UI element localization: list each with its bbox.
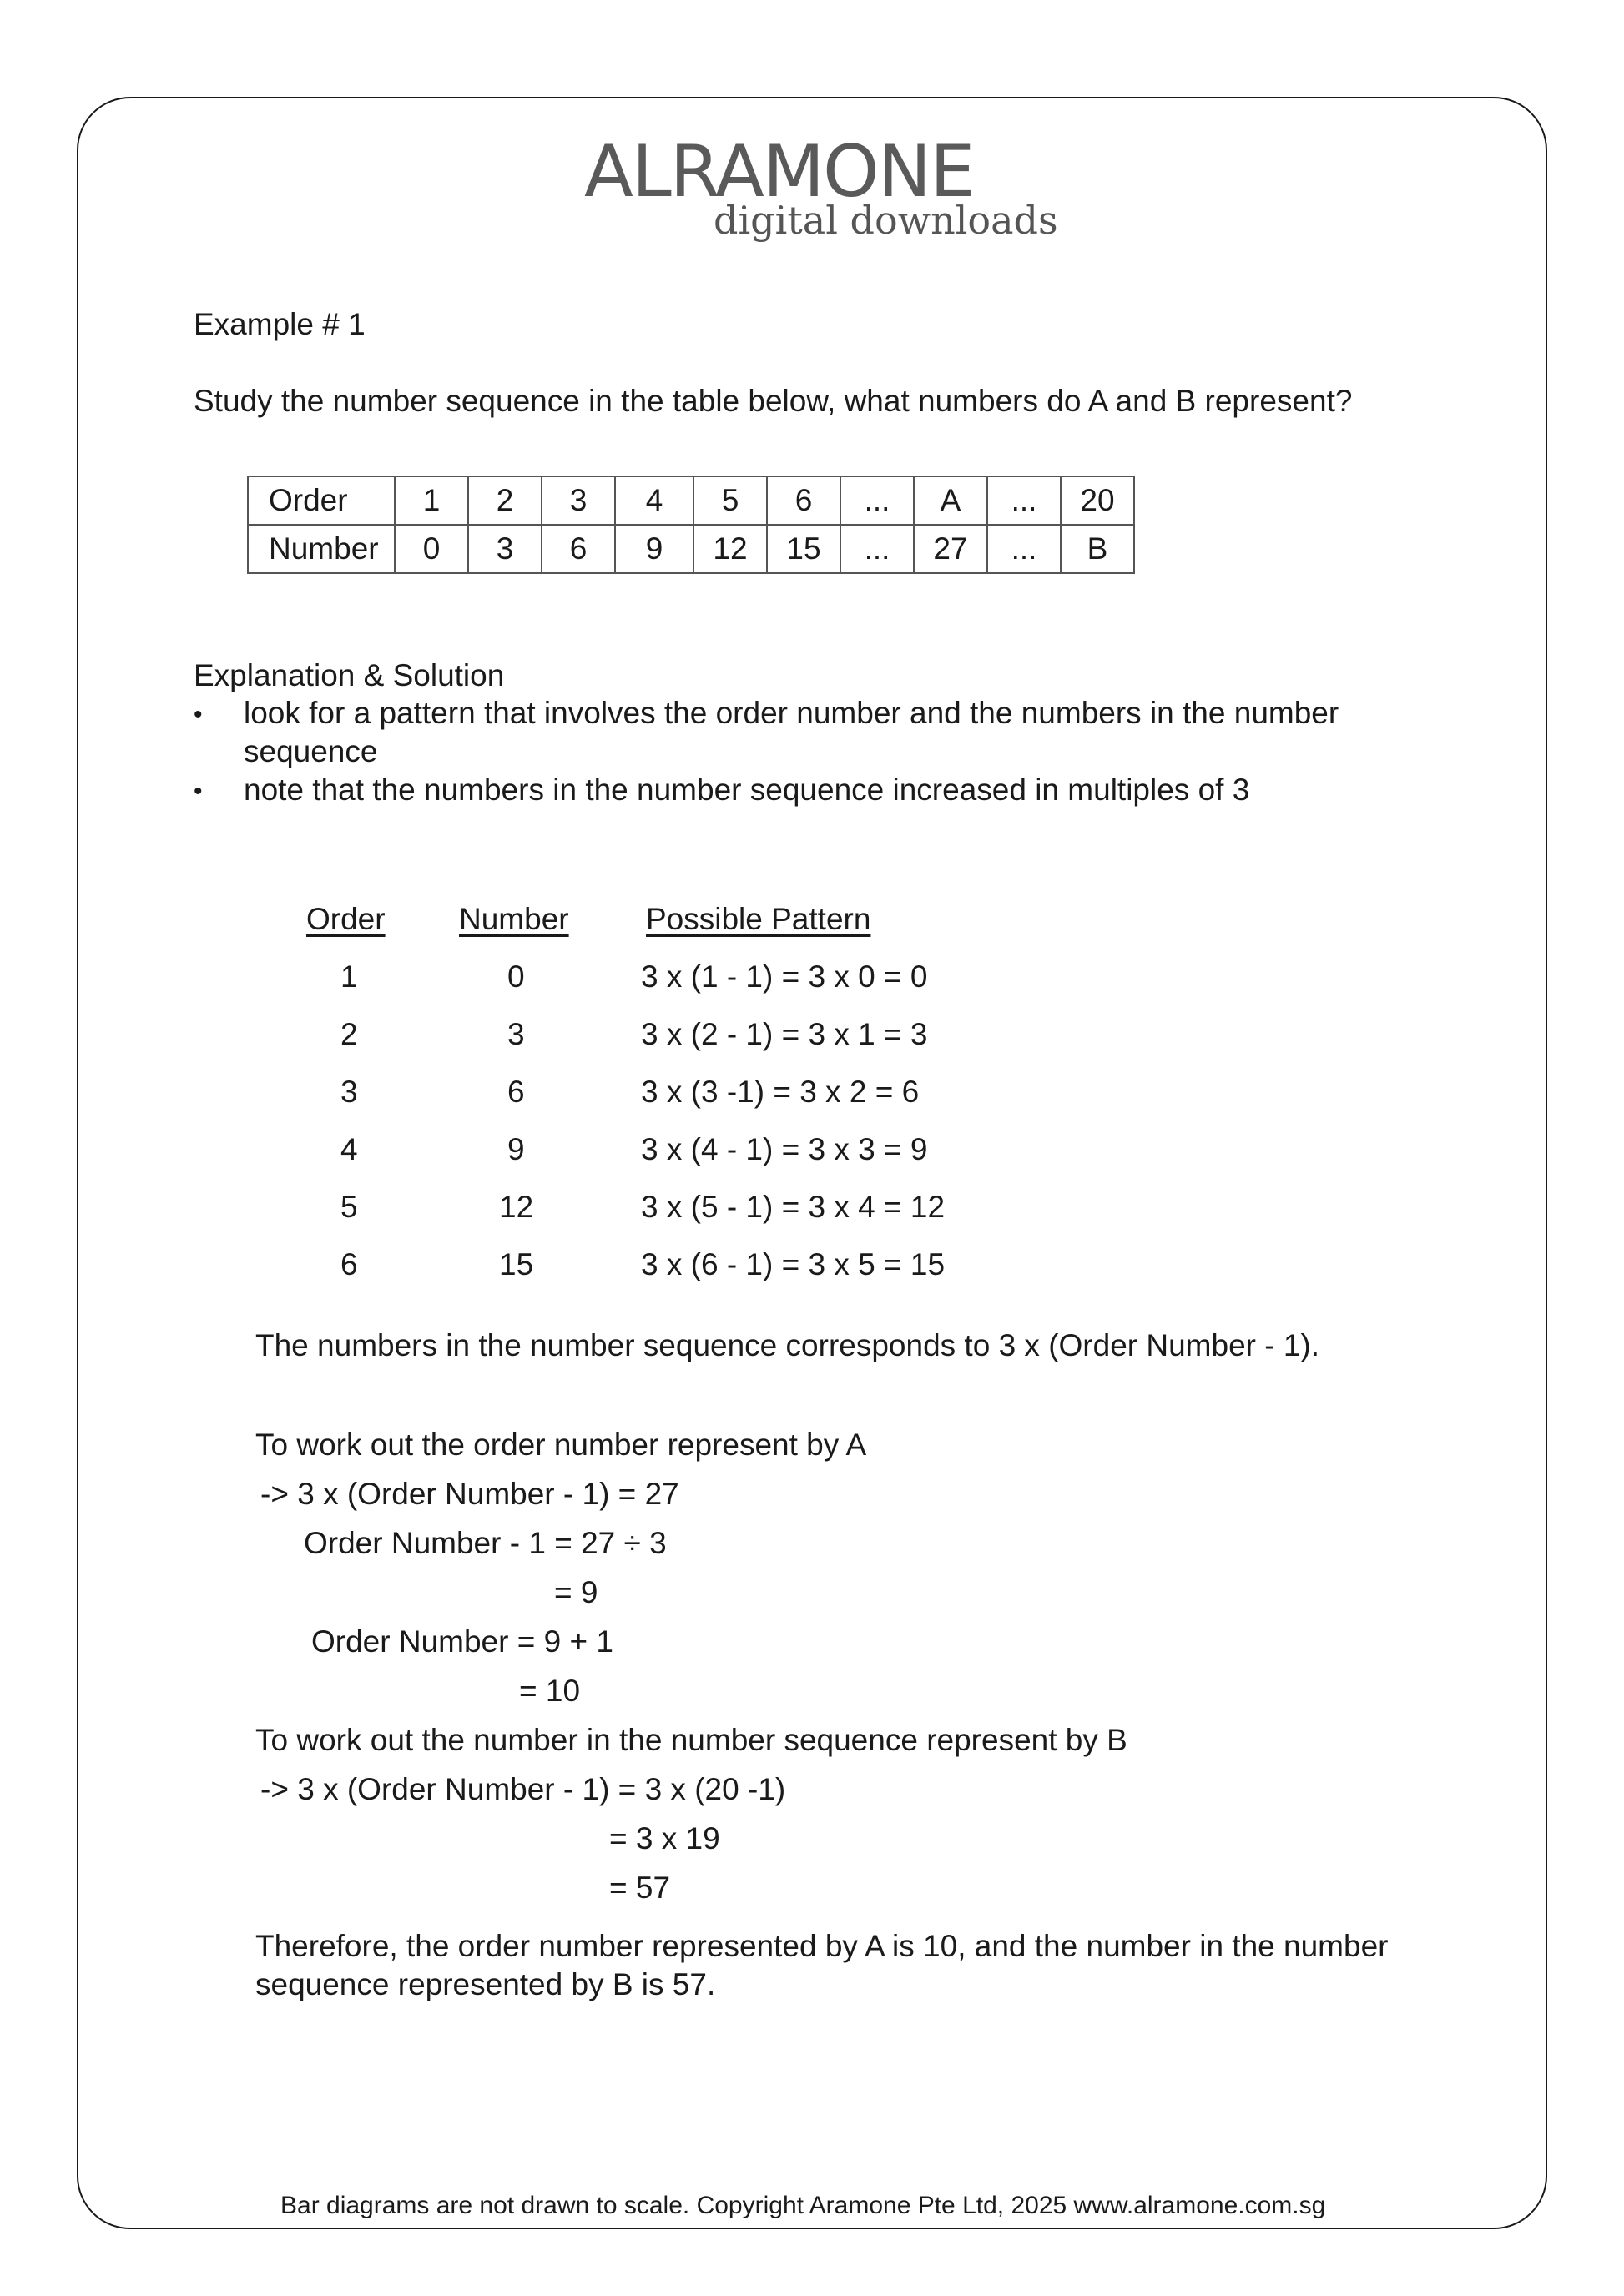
logo-brand: ALRAMONE [584, 138, 974, 204]
work-b-line: = 3 x 19 [609, 1821, 720, 1855]
number-cell: 9 [615, 525, 693, 573]
order-cell: ... [840, 476, 914, 525]
order-cell: 3 [542, 476, 615, 525]
sequence-table [247, 476, 1135, 574]
pattern-order: 6 [340, 1247, 358, 1281]
pattern-number: 12 [499, 1190, 534, 1224]
pattern-header-number: Number [459, 902, 569, 936]
pattern-number: 15 [499, 1247, 534, 1281]
number-cell: 15 [767, 525, 840, 573]
pattern-formula: 3 x (6 - 1) = 3 x 5 = 15 [641, 1247, 946, 1281]
order-cell: 5 [693, 476, 767, 525]
order-cell: A [914, 476, 987, 525]
therefore-line: sequence represented by B is 57. [255, 1967, 716, 2001]
table-row-order [248, 476, 1134, 525]
number-cell: ... [840, 525, 914, 573]
order-cell: 20 [1061, 476, 1134, 525]
pattern-header-order: Order [306, 902, 386, 936]
pattern-number: 3 [507, 1017, 525, 1051]
order-cell: 2 [468, 476, 542, 525]
question-text: Study the number sequence in the table below, what numbers do A and B represent? [194, 384, 1353, 418]
order-cell: 6 [767, 476, 840, 525]
work-b-intro: To work out the number in the number sequence represent by B [255, 1723, 1127, 1757]
bullet-text: look for a pattern that involves the order number and the numbers in the number [244, 696, 1339, 730]
pattern-formula: 3 x (3 -1) = 3 x 2 = 6 [641, 1075, 920, 1109]
pattern-order: 2 [340, 1017, 358, 1051]
footer-copyright: Bar diagrams are not drawn to scale. Copyright Aramone Pte Ltd, 2025 www.alramone.com.sg [280, 2192, 1326, 2219]
bullet-icon: • [194, 778, 203, 805]
order-cell: 1 [395, 476, 468, 525]
work-a-line: Order Number - 1 = 27 ÷ 3 [304, 1526, 667, 1560]
pattern-order: 4 [340, 1132, 358, 1166]
work-a-line: Order Number = 9 + 1 [311, 1624, 613, 1659]
work-a-intro: To work out the order number represent by A [255, 1427, 867, 1462]
pattern-number: 9 [507, 1132, 525, 1166]
alramone-logo-icon [584, 138, 1052, 204]
bullet-icon: • [194, 701, 203, 728]
work-a-line: -> 3 x (Order Number - 1) = 27 [260, 1477, 679, 1511]
logo [584, 138, 1058, 250]
pattern-conclusion: The numbers in the number sequence corresponds to 3 x (Order Number - 1). [255, 1328, 1320, 1362]
order-cell: ... [987, 476, 1061, 525]
logo-subtitle: digital downloads [714, 198, 1058, 243]
number-cell: 12 [693, 525, 767, 573]
order-cell: 4 [615, 476, 693, 525]
work-a-line: = 10 [519, 1674, 581, 1708]
pattern-formula: 3 x (5 - 1) = 3 x 4 = 12 [641, 1190, 946, 1224]
number-cell: B [1061, 525, 1134, 573]
number-cell: 6 [542, 525, 615, 573]
number-label: Number [248, 525, 395, 573]
work-b-line: -> 3 x (Order Number - 1) = 3 x (20 -1) [260, 1772, 786, 1806]
number-cell: 3 [468, 525, 542, 573]
number-cell: 0 [395, 525, 468, 573]
number-cell: ... [987, 525, 1061, 573]
number-cell: 27 [914, 525, 987, 573]
pattern-formula: 3 x (2 - 1) = 3 x 1 = 3 [641, 1017, 928, 1051]
pattern-formula: 3 x (1 - 1) = 3 x 0 = 0 [641, 959, 928, 994]
work-b-line: = 57 [609, 1871, 671, 1905]
bullet-text-continued: sequence [244, 734, 378, 768]
work-a-line: = 9 [554, 1575, 598, 1609]
pattern-order: 5 [340, 1190, 358, 1224]
example-title: Example # 1 [194, 307, 366, 341]
therefore-line: Therefore, the order number represented by A is 10, and the number in the number [255, 1929, 1389, 1963]
explanation-heading: Explanation & Solution [194, 658, 505, 692]
bullet-text: note that the numbers in the number sequence increased in multiples of 3 [244, 773, 1250, 807]
pattern-number: 6 [507, 1075, 525, 1109]
table-row-number [248, 525, 1134, 573]
pattern-number: 0 [507, 959, 525, 994]
pattern-order: 3 [340, 1075, 358, 1109]
pattern-order: 1 [340, 959, 358, 994]
pattern-header-pattern: Possible Pattern [646, 902, 871, 936]
pattern-formula: 3 x (4 - 1) = 3 x 3 = 9 [641, 1132, 928, 1166]
order-label: Order [248, 476, 395, 525]
